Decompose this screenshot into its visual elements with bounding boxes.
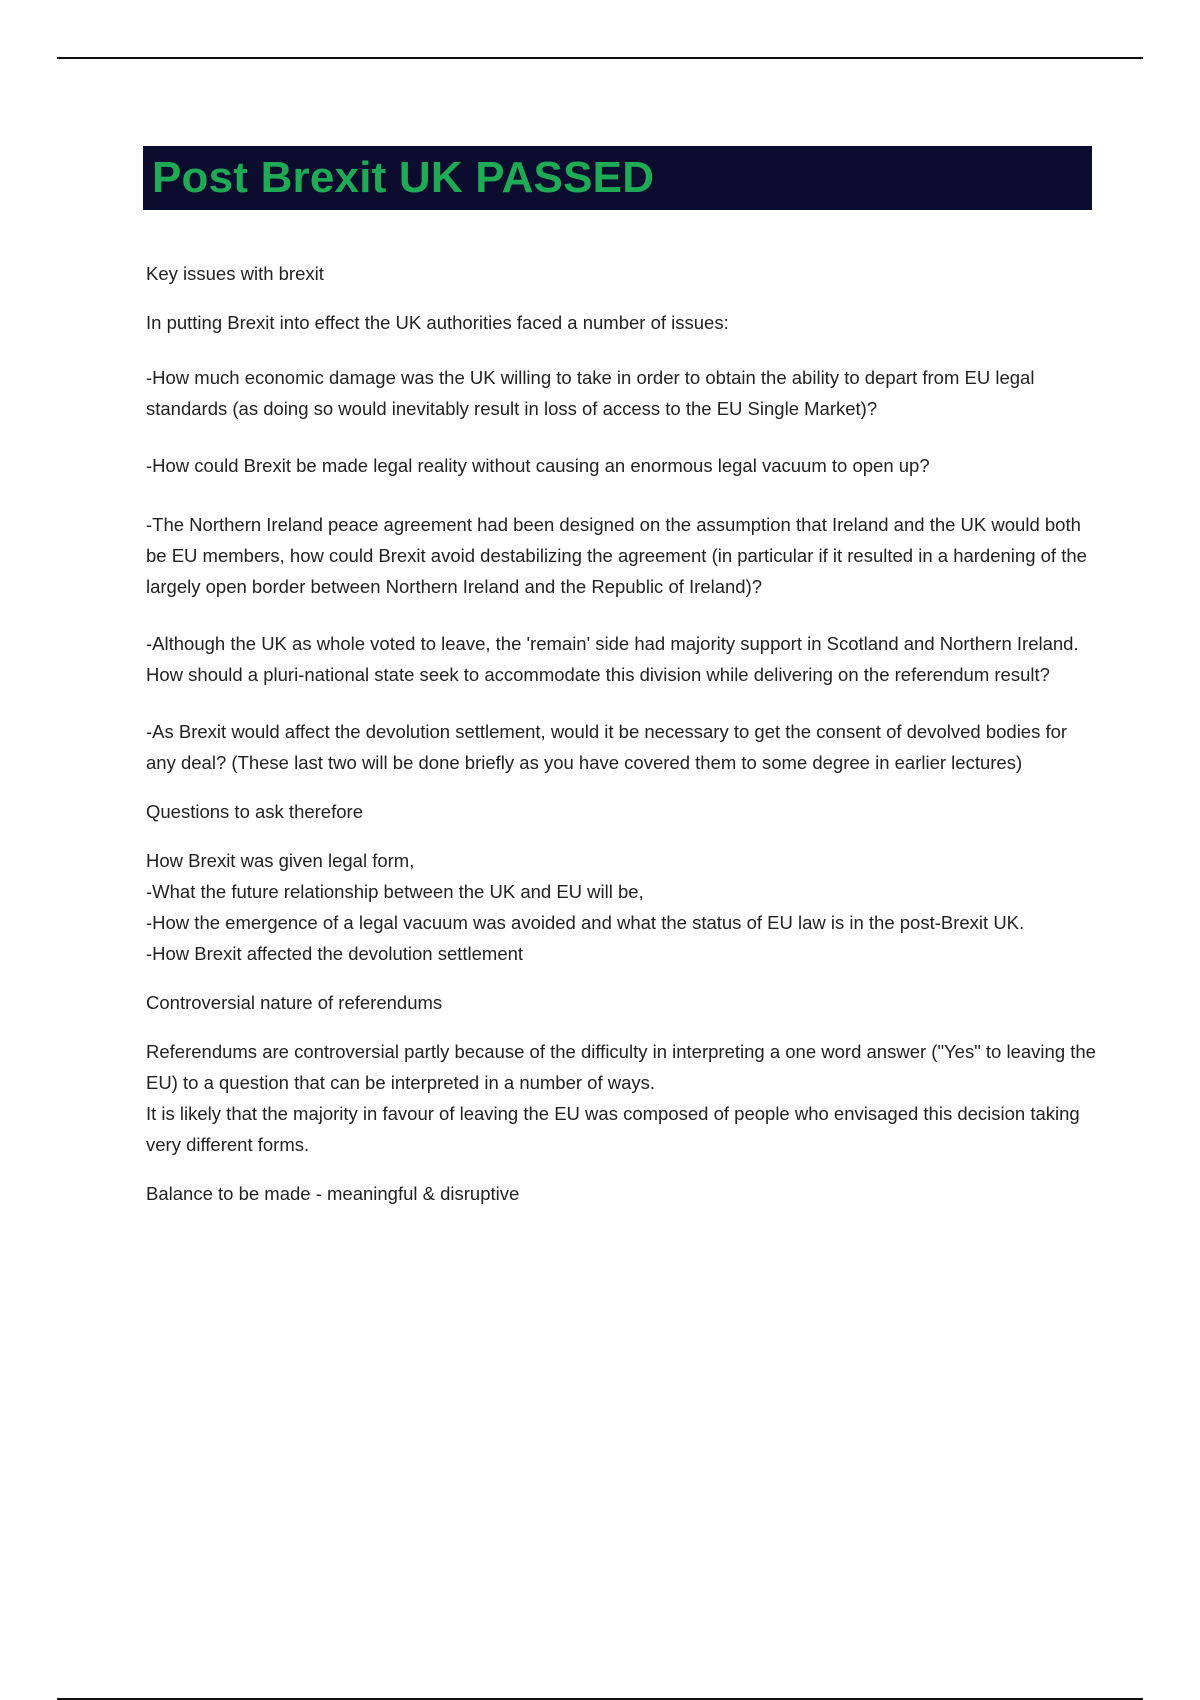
closing-line: Balance to be made - meaningful & disruptive xyxy=(146,1183,520,1204)
question-item: -How Brexit affected the devolution settlement xyxy=(146,943,524,964)
referendum-line: Referendums are controversial partly because of the difficulty in interpreting a one word answer ("Yes" to leaving the EU) to a question that can be interpreted in a number of ways. xyxy=(146,1041,1096,1093)
question-item: -How the emergence of a legal vacuum was avoided and what the status of EU law is in the post-Brexit UK. xyxy=(146,912,1025,933)
document-body xyxy=(146,258,1096,1229)
question-item: How Brexit was given legal form, xyxy=(146,850,415,871)
heading-questions: Questions to ask therefore xyxy=(146,801,363,822)
issue-legal-vacuum: -How could Brexit be made legal reality without causing an enormous legal vacuum to open up? xyxy=(146,455,930,476)
issue-remain-division: -Although the UK as whole voted to leave, the 'remain' side had majority support in Scotland and Northern Ireland. How should a pluri-national state seek to accommodate this division while delivering on the referendum result? xyxy=(146,633,1079,685)
referendum-paragraph xyxy=(146,1036,1096,1160)
top-rule xyxy=(57,57,1143,59)
document-title: Post Brexit UK PASSED xyxy=(152,153,655,202)
heading-key-issues: Key issues with brexit xyxy=(146,263,324,284)
title-banner xyxy=(143,146,1092,210)
heading-referendums: Controversial nature of referendums xyxy=(146,992,443,1013)
question-item: -What the future relationship between the UK and EU will be, xyxy=(146,881,644,902)
issue-northern-ireland: -The Northern Ireland peace agreement had been designed on the assumption that Ireland and the UK would both be EU members, how could Brexit avoid destabilizing the agreement (in particular if it resulted in a hardening of the largely open border between Northern Ireland and the Republic of Ireland)? xyxy=(146,514,1087,597)
issue-devolution-consent: -As Brexit would affect the devolution settlement, would it be necessary to get the consent of devolved bodies for any deal? (These last two will be done briefly as you have covered them to some degree in earlier lectures) xyxy=(146,721,1068,773)
questions-list xyxy=(146,845,1096,969)
intro-paragraph: In putting Brexit into effect the UK authorities faced a number of issues: xyxy=(146,312,729,333)
referendum-line: It is likely that the majority in favour of leaving the EU was composed of people who envisaged this decision taking very different forms. xyxy=(146,1103,1080,1155)
issue-economic-damage: -How much economic damage was the UK willing to take in order to obtain the ability to depart from EU legal standards (as doing so would inevitably result in loss of access to the EU Single Market)? xyxy=(146,367,1035,419)
